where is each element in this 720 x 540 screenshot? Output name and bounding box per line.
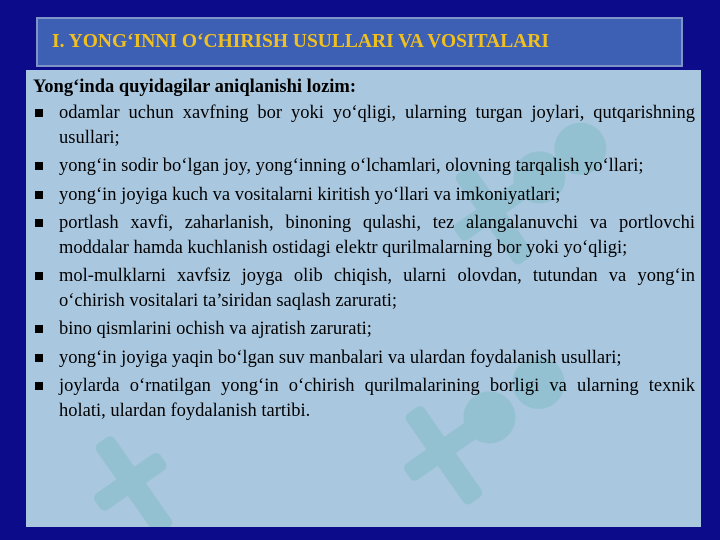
- list-item-text: yong‘in joyiga yaqin bo‘lgan suv manbalari va ulardan foydalanish usullari;: [59, 347, 622, 368]
- slide-content: [26, 70, 701, 527]
- list-item-text: portlash xavfi, zaharlanish, binoning qulashi, tez alangalanuvchi va portlovchi moddalar hamda kuchlanish ostidagi elektr qurilmalarning bor yoki yo‘qligi;: [59, 213, 695, 258]
- list-item-text: joylarda o‘rnatilgan yong‘in o‘chirish qurilmalarining borligi va ularning texnik holati, ulardan foydalanish tartibi.: [59, 376, 695, 421]
- list-item-text: odamlar uchun xavfning bor yoki yo‘qligi, ularning turgan joylari, qutqarishning usullari;: [59, 103, 695, 148]
- square-bullet-icon: [35, 354, 43, 362]
- list-item: [33, 183, 695, 208]
- list-item: [33, 374, 695, 423]
- list-item: [33, 264, 695, 313]
- bullet-list: [33, 101, 695, 423]
- list-item-text: yong‘in sodir bo‘lgan joy, yong‘inning o‘lchamlari, olovning tarqalish yo‘llari;: [59, 156, 644, 176]
- list-item: [33, 346, 695, 371]
- square-bullet-icon: [35, 162, 43, 170]
- list-item-text: bino qismlarini ochish va ajratish zarurati;: [59, 319, 372, 339]
- section-heading: Yong‘inda quyidagilar aniqlanishi lozim:: [33, 77, 356, 97]
- square-bullet-icon: [35, 272, 43, 280]
- slide-title-box: [36, 17, 683, 67]
- list-item: [33, 211, 695, 260]
- square-bullet-icon: [35, 219, 43, 227]
- square-bullet-icon: [35, 382, 43, 390]
- square-bullet-icon: [35, 109, 43, 117]
- list-item-text: mol-mulklarni xavfsiz joyga olib chiqish, ularni olovdan, tutundan va yong‘in o‘chirish vositalari ta’siridan saqlash zarurati;: [59, 266, 695, 311]
- list-item: [33, 101, 695, 150]
- slide-title: I. YONG‘INNI O‘CHIRISH USULLARI VA VOSITALARI: [52, 31, 549, 52]
- list-item: [33, 317, 695, 342]
- square-bullet-icon: [35, 191, 43, 199]
- square-bullet-icon: [35, 325, 43, 333]
- list-item-text: yong‘in joyiga kuch va vositalarni kiritish yo‘llari va imkoniyatlari;: [59, 184, 561, 205]
- list-item: [33, 154, 695, 179]
